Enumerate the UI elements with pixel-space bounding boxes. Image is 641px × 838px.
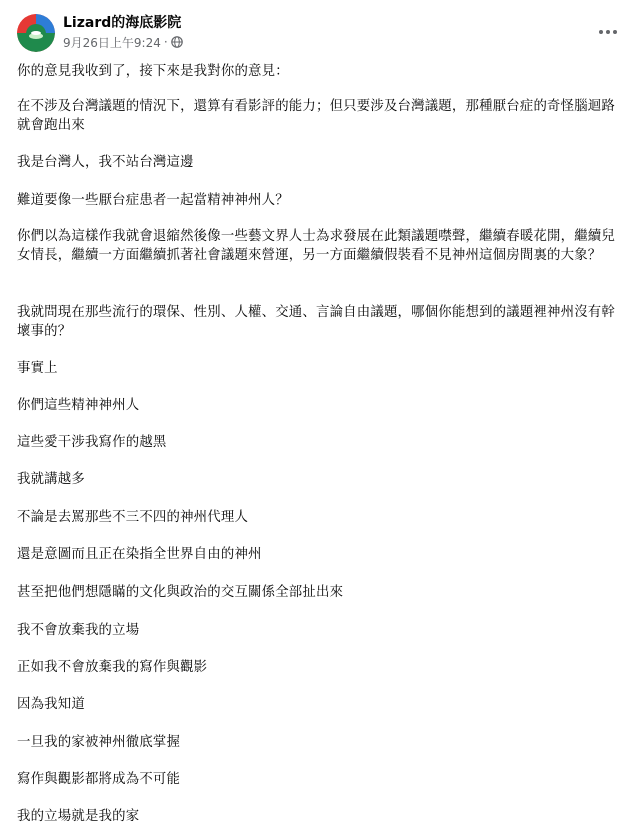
post-meta bbox=[63, 34, 183, 50]
post-paragraph: 我就問現在那些流行的環保、性別、人權、交通、言論自由議題，哪個你能想到的議題裡神州沒有幹壞事的？ bbox=[17, 305, 615, 339]
author-name[interactable]: Lizard的海底影院 bbox=[63, 15, 182, 31]
post-paragraph: 我不會放棄我的立場 bbox=[17, 623, 140, 638]
post-paragraph: 我是台灣人，我不站台灣這邊 bbox=[17, 155, 194, 170]
post-paragraph: 不論是去罵那些不三不四的神州代理人 bbox=[17, 510, 249, 525]
post-paragraph: 寫作與觀影都將成為不可能 bbox=[17, 772, 181, 787]
post-paragraph: 甚至把他們想隱瞞的文化與政治的交互關係全部扯出來 bbox=[17, 585, 344, 600]
globe-icon[interactable] bbox=[171, 36, 183, 48]
post-paragraph: 你們這些精神神州人 bbox=[17, 398, 140, 413]
meta-separator: · bbox=[163, 35, 168, 49]
post-header bbox=[0, 0, 641, 58]
post-paragraph: 正如我不會放棄我的寫作與觀影 bbox=[17, 660, 208, 675]
post-paragraph: 難道要像一些厭台症患者一起當精神神州人？ bbox=[17, 193, 289, 208]
post-paragraph: 還是意圖而且正在染指全世界自由的神州 bbox=[17, 547, 262, 562]
author-avatar[interactable] bbox=[17, 14, 55, 52]
post-paragraph: 在不涉及台灣議題的情況下，還算有看影評的能力；但只要涉及台灣議題，那種厭台症的奇怪腦迴路就會跑出來 bbox=[17, 99, 615, 133]
post-timestamp[interactable]: 9月26日上午9:24 bbox=[63, 35, 161, 50]
post-paragraph: 你的意見我收到了，接下來是我對你的意見： bbox=[17, 64, 289, 79]
post-paragraph: 我就講越多 bbox=[17, 472, 85, 487]
more-horizontal-icon bbox=[598, 29, 618, 35]
more-options-button[interactable] bbox=[590, 18, 626, 46]
post-paragraph: 你們以為這樣作我就會退縮然後像一些藝文界人士為求發展在此類議題噤聲，繼續春暖花開，繼續兒女情長，繼續一方面繼續抓著社會議題來營運，另一方面繼續假裝看不見神州這個房間裏的大象？ bbox=[17, 229, 615, 263]
post-paragraph: 一旦我的家被神州徹底掌握 bbox=[17, 735, 181, 750]
post-paragraph: 因為我知道 bbox=[17, 697, 85, 712]
logo-avatar-icon bbox=[17, 14, 55, 52]
post-paragraph: 我的立場就是我的家 bbox=[17, 809, 140, 824]
post-paragraph: 事實上 bbox=[17, 361, 58, 376]
post-paragraph: 這些愛干涉我寫作的越黑 bbox=[17, 435, 167, 450]
